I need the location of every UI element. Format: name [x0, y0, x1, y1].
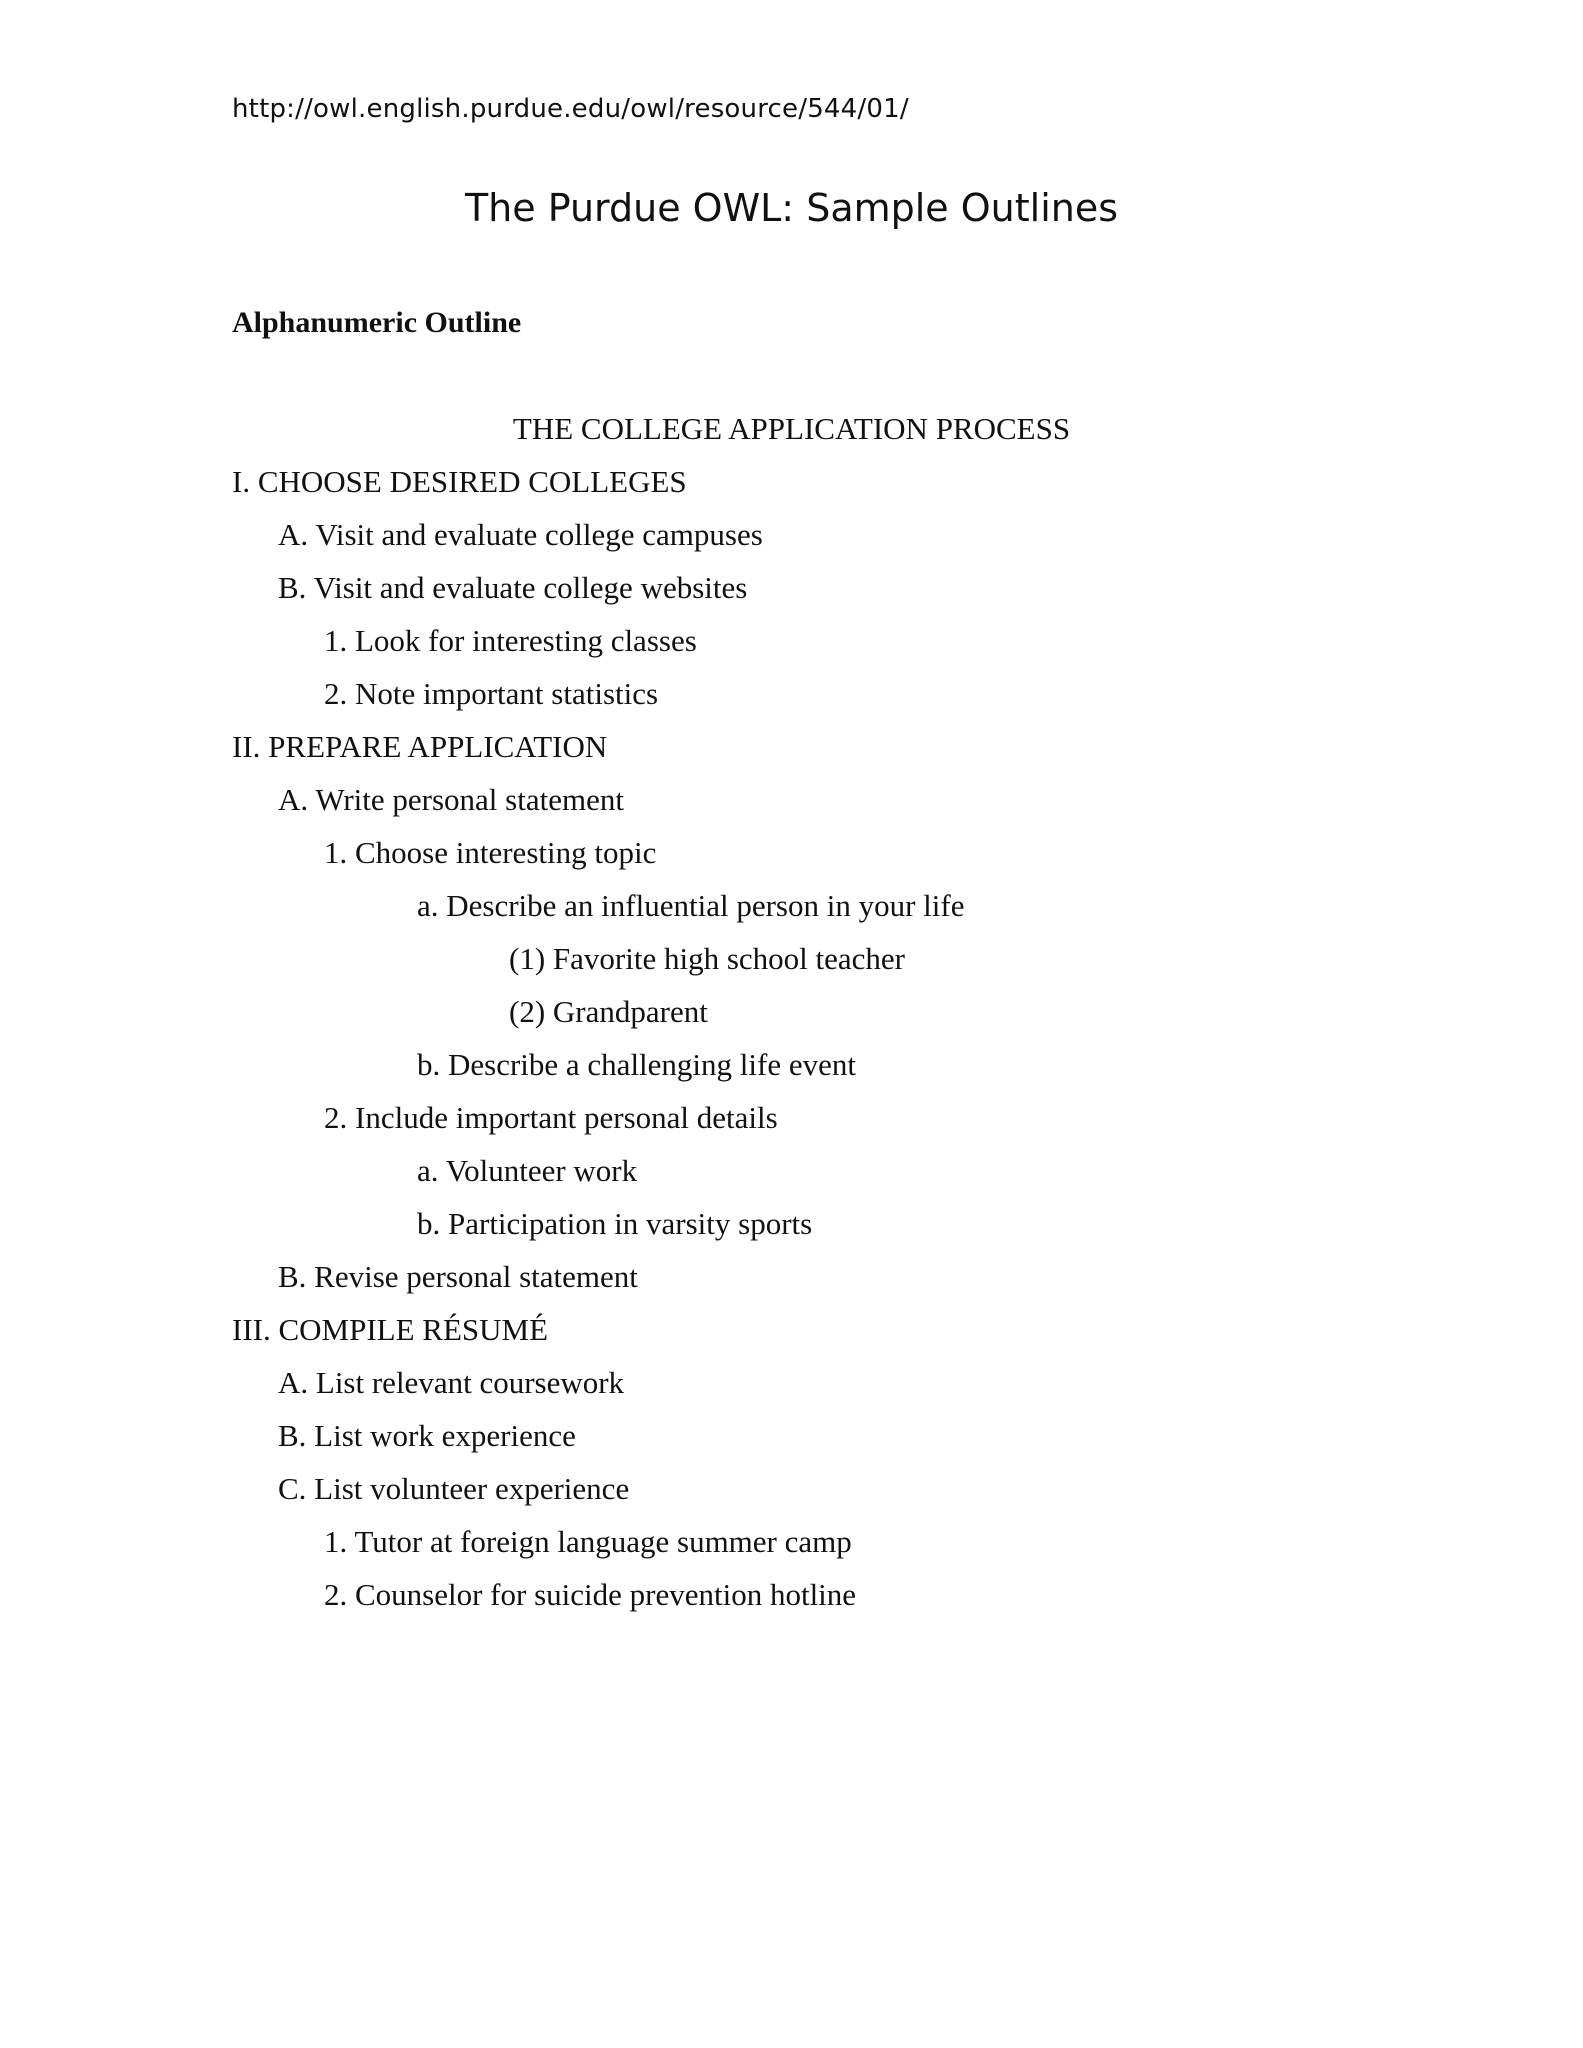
outline-item-roman: III. COMPILE RÉSUMÉ: [232, 1312, 549, 1347]
outline-item-letter: B. Revise personal statement: [278, 1259, 638, 1294]
outline-item-parenthetical: (2) Grandparent: [509, 994, 708, 1029]
outline-item-number: 2. Note important statistics: [324, 676, 659, 711]
outline-item-letter: A. Write personal statement: [278, 782, 624, 817]
outline-item-letter: B. List work experience: [278, 1418, 576, 1453]
page-title: The Purdue OWL: Sample Outlines: [464, 186, 1119, 230]
outline-item-lowercase: b. Participation in varsity sports: [417, 1206, 813, 1241]
outline-item-number: 2. Counselor for suicide prevention hotline: [324, 1577, 857, 1612]
outline-item-number: 2. Include important personal details: [324, 1100, 778, 1135]
outline-title: THE COLLEGE APPLICATION PROCESS: [512, 411, 1071, 446]
outline-item-letter: B. Visit and evaluate college websites: [278, 570, 748, 605]
outline-item-roman: I. CHOOSE DESIRED COLLEGES: [232, 464, 687, 499]
outline-item-letter: A. List relevant coursework: [278, 1365, 625, 1400]
outline-item-letter: C. List volunteer experience: [278, 1471, 630, 1506]
source-url: http://owl.english.purdue.edu/owl/resource/544/01/: [232, 94, 909, 124]
outline-item-number: 1. Look for interesting classes: [324, 623, 697, 658]
outline-item-roman: II. PREPARE APPLICATION: [232, 729, 608, 764]
section-heading: Alphanumeric Outline: [232, 306, 522, 339]
outline-item-lowercase: a. Describe an influential person in your life: [417, 888, 965, 923]
outline-item-number: 1. Tutor at foreign language summer camp: [324, 1524, 852, 1559]
outline-item-letter: A. Visit and evaluate college campuses: [278, 517, 763, 552]
outline-item-number: 1. Choose interesting topic: [324, 835, 657, 870]
outline-item-parenthetical: (1) Favorite high school teacher: [509, 941, 905, 976]
outline-item-lowercase: b. Describe a challenging life event: [417, 1047, 856, 1082]
outline-item-lowercase: a. Volunteer work: [417, 1153, 638, 1188]
